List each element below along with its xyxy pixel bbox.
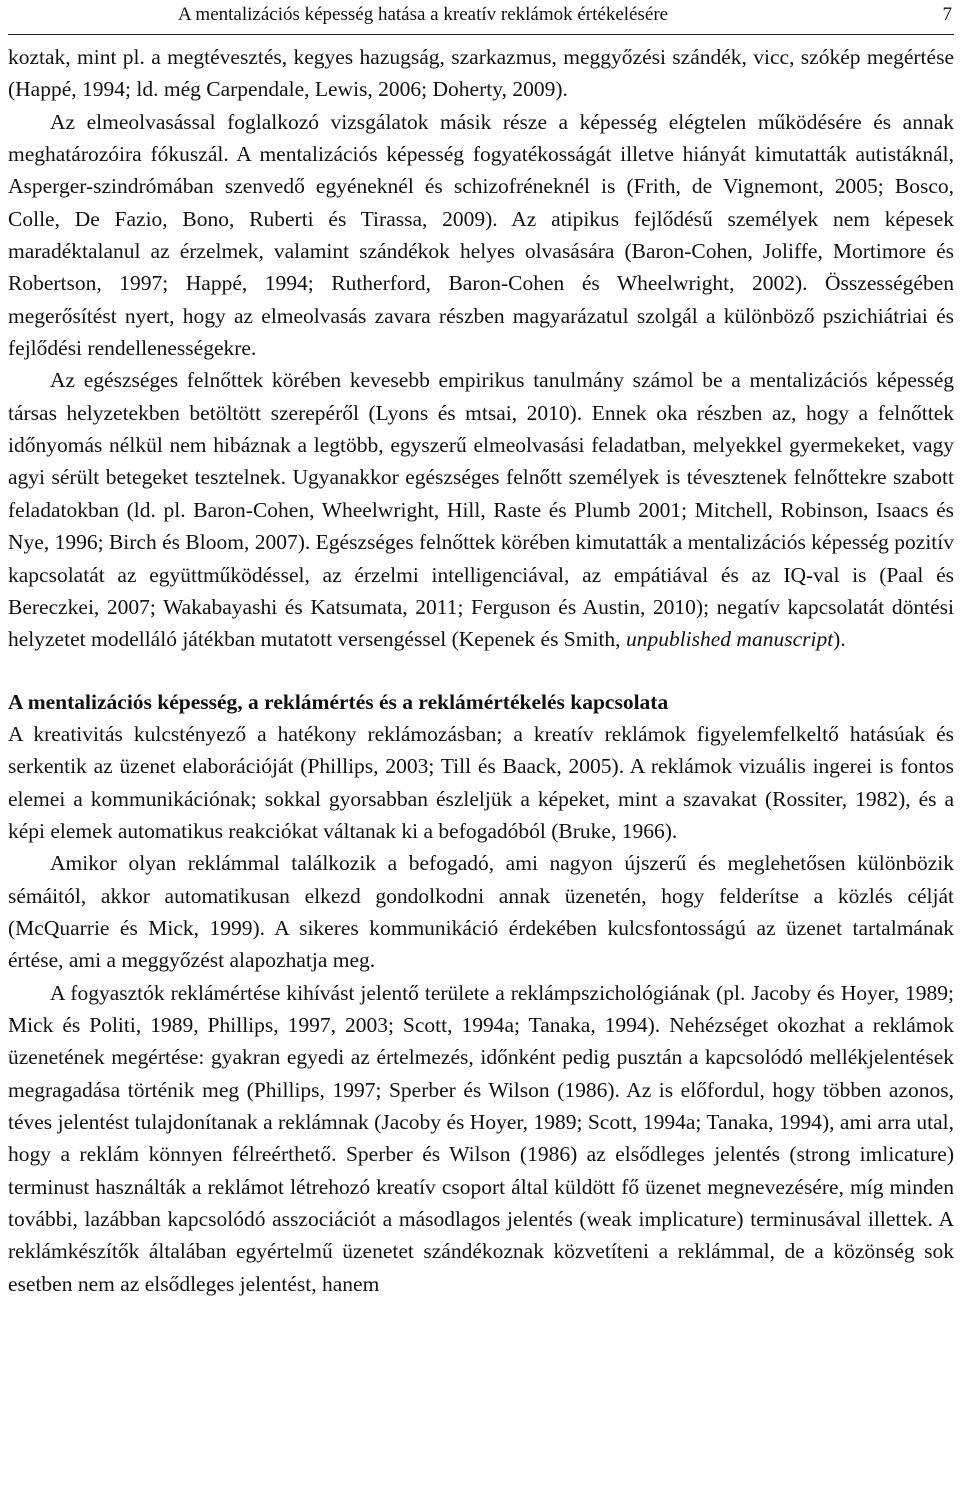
- header-divider: [8, 34, 954, 35]
- section-heading: A mentalizációs képesség, a reklámértés és a reklámértékelés kapcsolata: [8, 689, 669, 714]
- italic-citation: unpublished manuscript: [625, 627, 834, 652]
- paragraph: A kreativitás kulcstényező a hatékony reklámozásban; a kreatív reklámok figyelemfelkeltő hatásúak és serkentik az üzenet elaborációját (Phillips, 2003; Till és Baack, 2005). A reklámok vizuális ingerei is fontos elemei a kommunikációnak; sokkal gyorsabban észleljük a képeket, mint a szavakat (Rossiter, 1982), és a képi elemek automatikus reakciókat váltanak ki a befogadóból (Bruke, 1966).: [8, 721, 954, 843]
- paragraph: A fogyasztók reklámértése kihívást jelentő területe a reklámpszichológiának (pl. Jacoby és Hoyer, 1989; Mick és Politi, 1989, Phillips, 1997, 2003; Scott, 1994a; Tanaka, 1994). Nehézséget okozhat a reklámok üzenetének megértése: gyakran egyedi az értelmezés, időnként pedig pusztán a kapcsolódó mellékjelentések megragadása történik meg (Phillips, 1997; Sperber és Wilson (1986). Az is előfordul, hogy többen azonos, téves jelentést tulajdonítanak a reklámnak (Jacoby és Hoyer, 1989; Scott, 1994a; Tanaka, 1994), ami arra utal, hogy a reklám könnyen félreérthető. Sperber és Wilson (1986) az elsődleges jelentés (strong imlicature) terminust használták a reklámot létrehozó kreatív csoport által küldött fő üzenet megnevezésére, míg minden további, lazábban kapcsolódó asszociációt a másodlagos jelentés (weak implicature) terminusával illettek. A reklámkészítők általában egyértelmű üzenetet szándékoznak közvetíteni a reklámmal, de a közönség sok esetben nem az elsődleges jelentést, hanem: [8, 980, 954, 1296]
- paragraph: koztak, mint pl. a megtévesztés, kegyes hazugság, szarkazmus, meggyőzési szándék, vicc, szókép megértése (Happé, 1994; ld. még Carpendale, Lewis, 2006; Doherty, 2009).: [8, 45, 954, 102]
- running-header-title: A mentalizációs képesség hatása a kreatív reklámok értékelésére: [178, 4, 669, 25]
- article-body: [8, 41, 954, 1300]
- paragraph: [8, 364, 954, 655]
- paragraph: Amikor olyan reklámmal találkozik a befogadó, ami nagyon újszerű és meglehetősen különbözik sémáitól, akkor automatikusan elkezd gondolkodni annak üzenetén, hogy felderítse a közlés célját (McQuarrie és Mick, 1999). A sikeres kommunikáció érdekében kulcsfontosságú az üzenet tartalmának értése, ami a meggyőzést alapozhatja meg.: [8, 851, 954, 973]
- paragraph-text-end: ).: [833, 627, 846, 652]
- running-header: [0, 0, 960, 36]
- paragraph-text: Az egészséges felnőttek körében kevesebb empirikus tanulmány számol be a mentalizációs képesség társas helyzetekben betöltött szerepéről (Lyons és mtsai, 2010). Ennek oka részben az, hogy a felnőttek időnyomás nélkül nem hibáznak a legtöbb, egyszerű elmeolvasási feladatban, melyekkel gyermekeket, vagy agyi sérült betegeket tesztelnek. Ugyanakkor egészséges felnőtt személyek is tévesztenek felnőttekre szabott feladatokban (ld. pl. Baron-Cohen, Wheelwright, Hill, Raste és Plumb 2001; Mitchell, Robinson, Isaacs és Nye, 1996; Birch és Bloom, 2007). Egészséges felnőttek körében kimutatták a mentalizációs képesség pozitív kapcsolatát az együttműködéssel, az érzelmi intelligenciával, az empátiával és az IQ-val is (Paal és Bereczkei, 2007; Wakabayashi és Katsumata, 2011; Ferguson és Austin, 2010); negatív kapcsolatát döntési helyzetet modelláló játékban mutatott versengéssel (Kepenek és Smith,: [8, 368, 954, 652]
- paragraph: Az elmeolvasással foglalkozó vizsgálatok másik része a képesség elégtelen működésére és annak meghatározóira fókuszál. A mentalizációs képesség fogyatékosságát illetve hiányát kimutatták autistáknál, Asperger-szindrómában szenvedő egyéneknél és schizofréneknél is (Frith, de Vignemont, 2005; Bosco, Colle, De Fazio, Bono, Ruberti és Tirassa, 2009). Az atipikus fejlődésű személyek nem képesek maradéktalanul az érzelmek, valamint szándékok helyes olvasására (Baron-Cohen, Joliffe, Mortimore és Robertson, 1997; Happé, 1994; Rutherford, Baron-Cohen és Wheelwright, 2002). Összességében megerősítést nyert, hogy az elmeolvasás zavara részben magyarázatul szolgál a különböző pszichiátriai és fejlődési rendellenességekre.: [8, 109, 954, 361]
- page-number: 7: [942, 4, 952, 25]
